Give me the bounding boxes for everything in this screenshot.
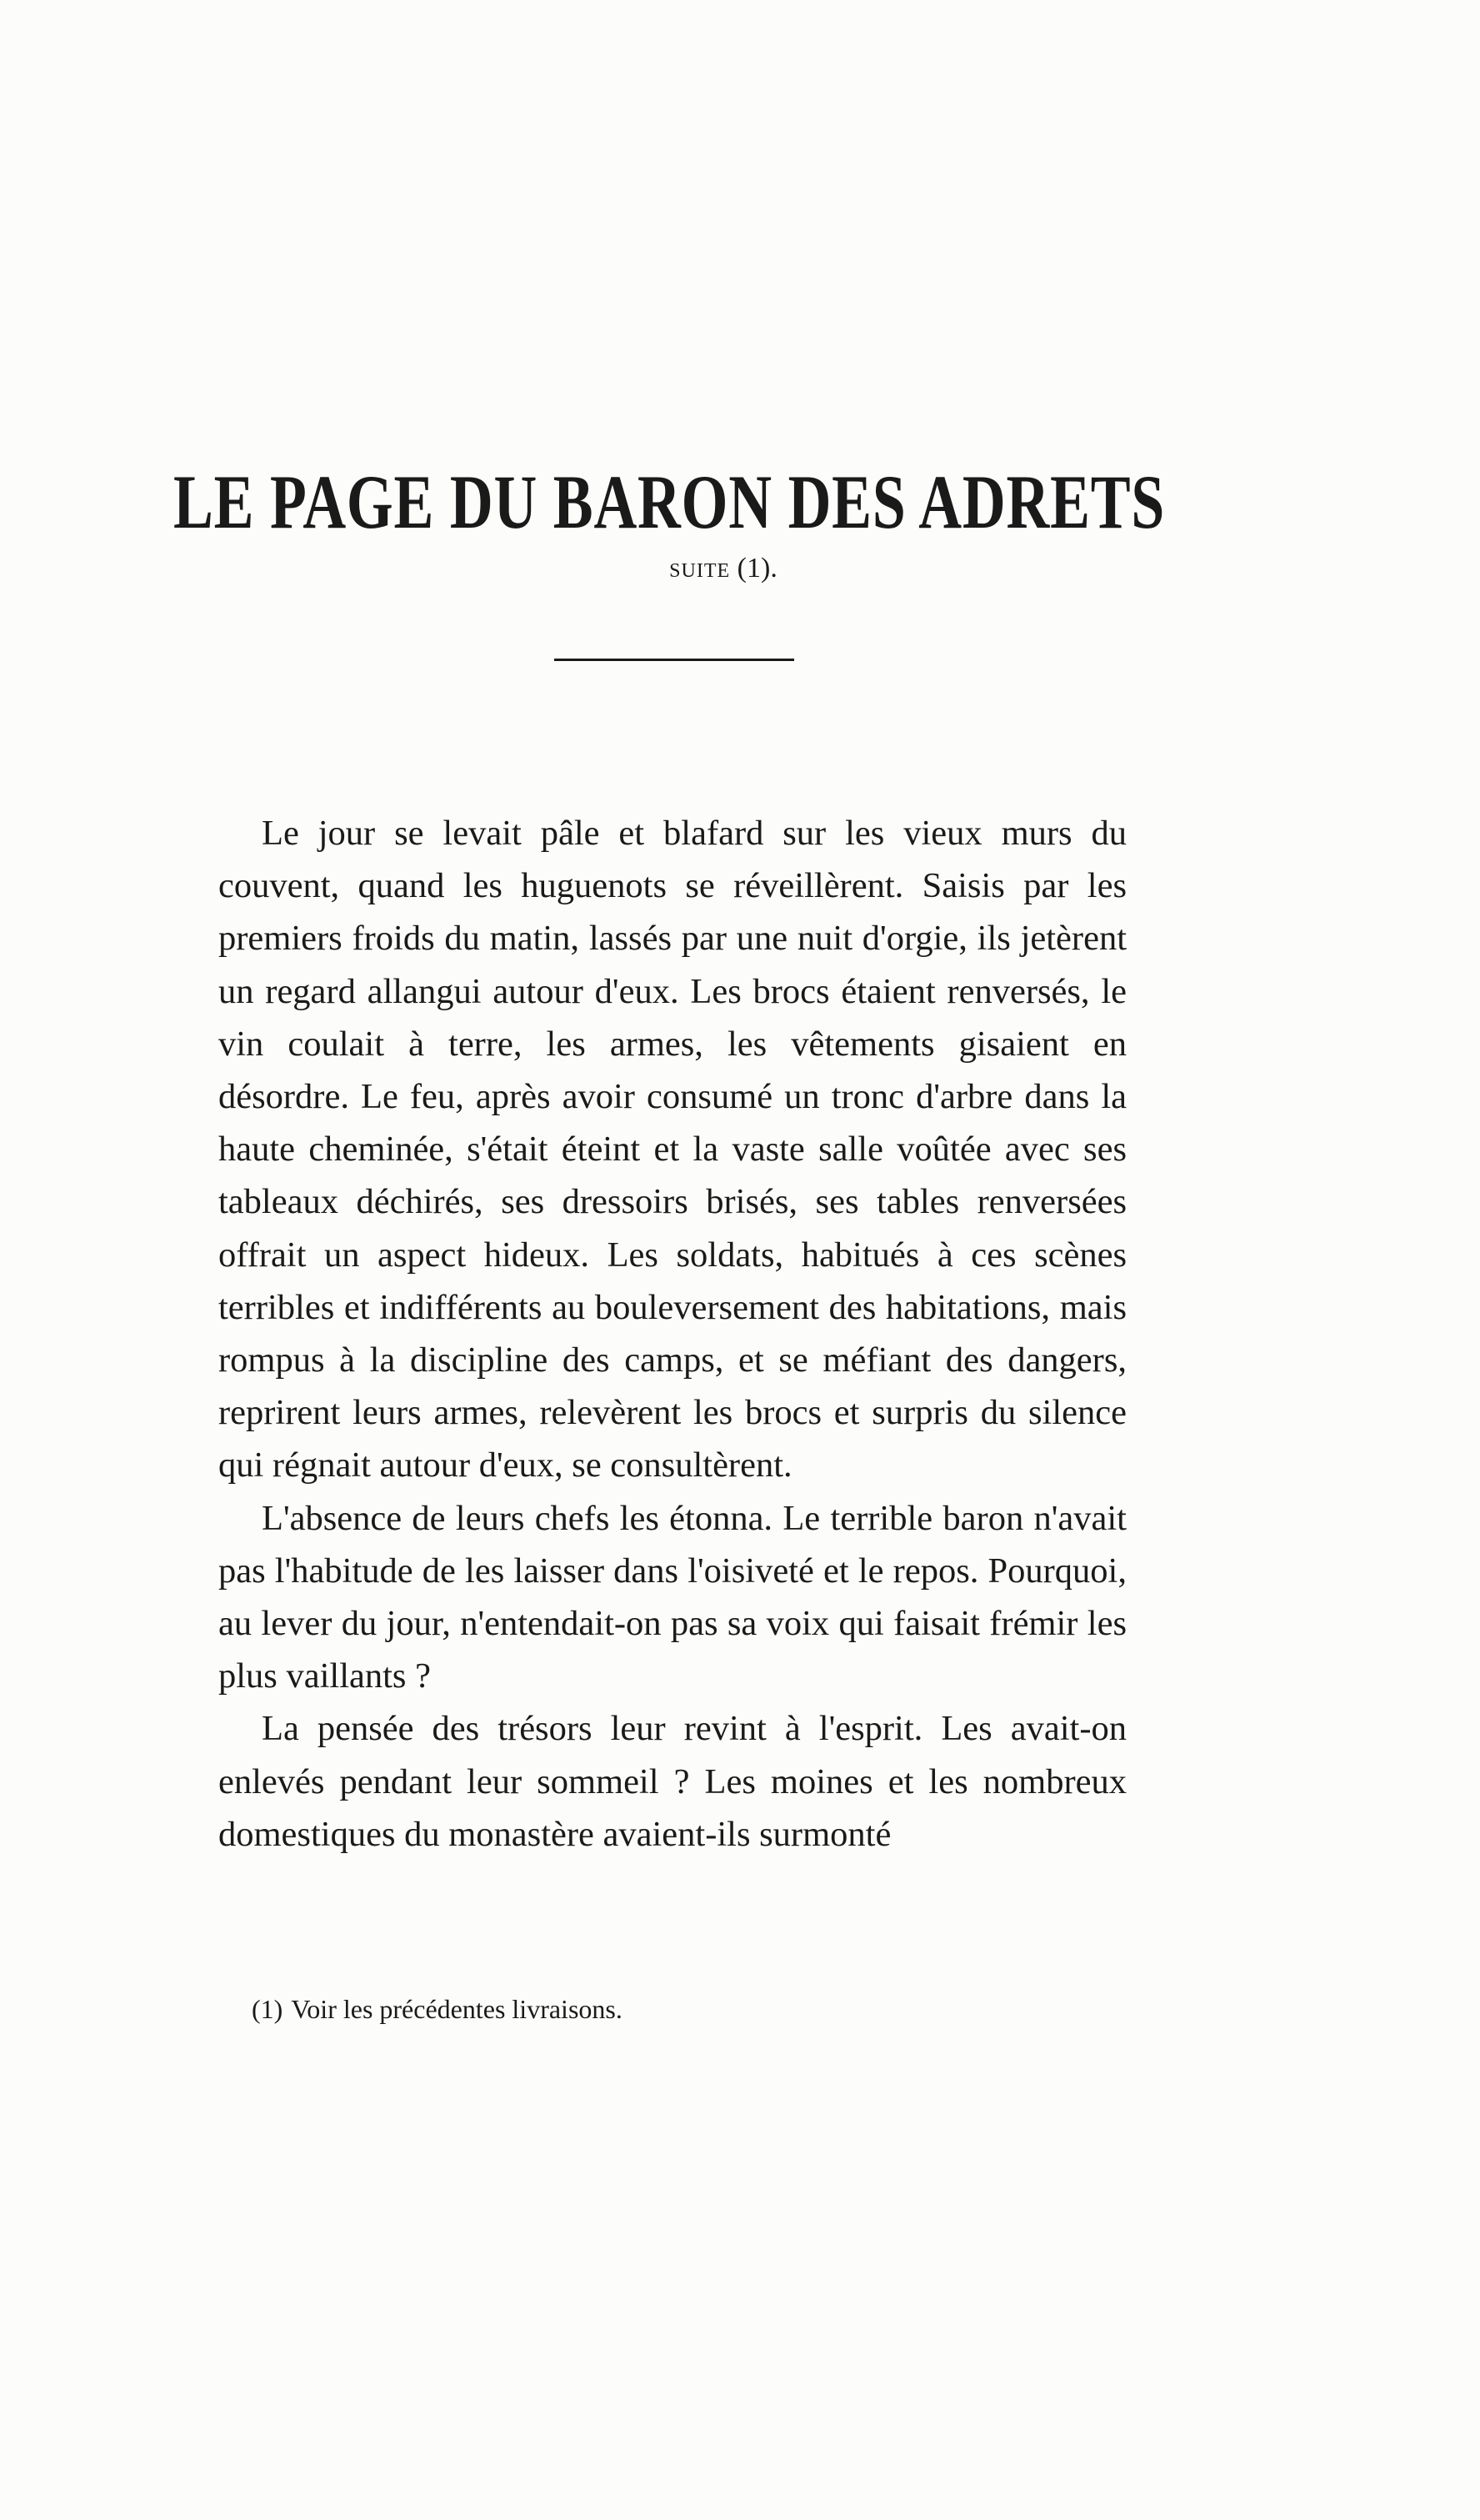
subtitle-word: suite bbox=[669, 553, 731, 584]
title-divider bbox=[554, 659, 794, 661]
footnote-marker: (1) bbox=[252, 1994, 283, 2024]
footnote bbox=[252, 1991, 622, 2027]
subtitle bbox=[0, 550, 1463, 587]
paragraph: L'absence de leurs chefs les étonna. Le terrible baron n'avait pas l'habitude de les laisser dans l'oisiveté et le repos. Pourquoi, au lever du jour, n'entendait-on pas sa voix qui faisait frémir les plus vaillants ? bbox=[218, 1498, 1127, 1696]
page-title: LE PAGE DU BARON DES ADRETS bbox=[173, 458, 1166, 544]
paragraph: La pensée des trésors leur revint à l'esprit. Les avait-on enlevés pendant leur sommeil ? Les moines et les nombreux domestiques du monastère avaient-ils surmonté bbox=[218, 1709, 1127, 1854]
paragraph: Le jour se levait pâle et blafard sur les vieux murs du couvent, quand les huguenots se réveillèrent. Saisis par les premiers froids du matin, lassés par une nuit d'orgie, ils jetèrent un regard allangui autour d'eux. Les brocs étaient renversés, le vin coulait à terre, les armes, les vêtements gisaient en désordre. Le feu, après avoir consumé un tronc d'arbre dans la haute cheminée, s'était éteint et la vaste salle voûtée avec ses tableaux déchirés, ses dressoirs brisés, ses tables renversées offrait un aspect hideux. Les soldats, habitués à ces scènes terribles et indifférents au bouleversement des habitations, mais rompus à la discipline des camps, et se méfiant des dangers, reprirent leurs armes, relevèrent les brocs et surpris du silence qui régnait autour d'eux, se consultèrent. bbox=[218, 814, 1127, 1485]
footnote-text: Voir les précédentes livraisons. bbox=[291, 1994, 622, 2024]
subtitle-ref: (1). bbox=[730, 553, 778, 584]
article-body bbox=[218, 807, 1127, 1861]
